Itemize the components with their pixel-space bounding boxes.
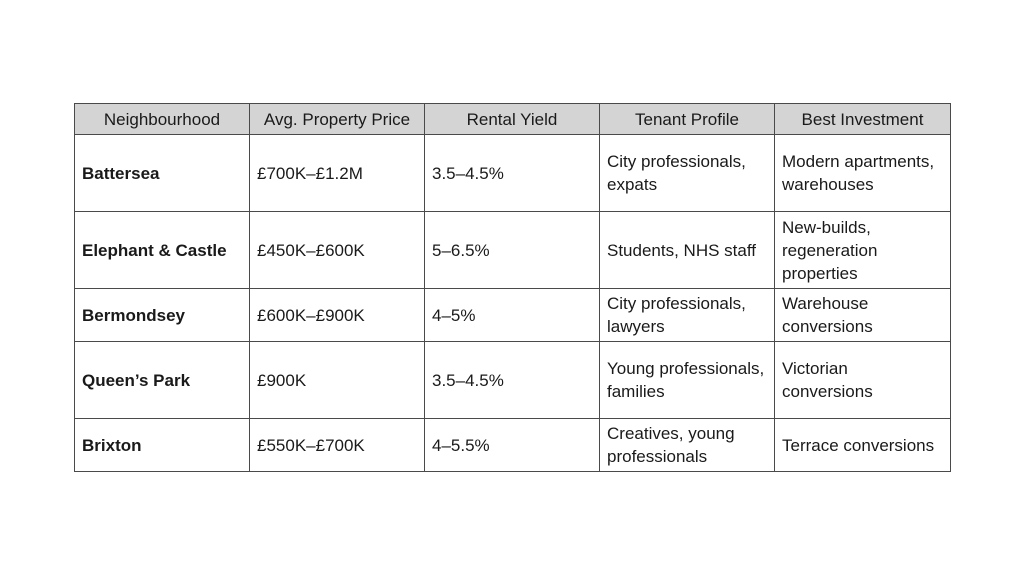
- price-cell: £700K–£1.2M: [250, 135, 425, 212]
- tenant-cell: Young professionals, families: [600, 342, 775, 419]
- yield-cell: 4–5%: [425, 289, 600, 342]
- table-row: [75, 419, 951, 472]
- table-header: [75, 104, 951, 135]
- yield-cell: 4–5.5%: [425, 419, 600, 472]
- investment-cell: Terrace conversions: [775, 419, 951, 472]
- neighbourhood-cell: Elephant & Castle: [75, 212, 250, 289]
- price-cell: £450K–£600K: [250, 212, 425, 289]
- investment-cell: Modern apartments, warehouses: [775, 135, 951, 212]
- header-avg-property-price: Avg. Property Price: [250, 104, 425, 135]
- header-row: [75, 104, 951, 135]
- neighbourhood-cell: Battersea: [75, 135, 250, 212]
- tenant-cell: Students, NHS staff: [600, 212, 775, 289]
- header-tenant-profile: Tenant Profile: [600, 104, 775, 135]
- table-row: [75, 212, 951, 289]
- header-neighbourhood: Neighbourhood: [75, 104, 250, 135]
- price-cell: £600K–£900K: [250, 289, 425, 342]
- yield-cell: 3.5–4.5%: [425, 135, 600, 212]
- yield-cell: 3.5–4.5%: [425, 342, 600, 419]
- yield-cell: 5–6.5%: [425, 212, 600, 289]
- price-cell: £550K–£700K: [250, 419, 425, 472]
- table-row: [75, 289, 951, 342]
- neighbourhood-cell: Brixton: [75, 419, 250, 472]
- neighbourhood-comparison-table: [74, 103, 951, 472]
- investment-cell: New-builds, regeneration properties: [775, 212, 951, 289]
- header-rental-yield: Rental Yield: [425, 104, 600, 135]
- investment-cell: Warehouse conversions: [775, 289, 951, 342]
- table-row: [75, 135, 951, 212]
- neighbourhood-cell: Queen’s Park: [75, 342, 250, 419]
- tenant-cell: Creatives, young professionals: [600, 419, 775, 472]
- tenant-cell: City professionals, lawyers: [600, 289, 775, 342]
- neighbourhood-cell: Bermondsey: [75, 289, 250, 342]
- header-best-investment: Best Investment: [775, 104, 951, 135]
- price-cell: £900K: [250, 342, 425, 419]
- table-body: [75, 135, 951, 472]
- table-row: [75, 342, 951, 419]
- tenant-cell: City professionals, expats: [600, 135, 775, 212]
- investment-cell: Victorian conversions: [775, 342, 951, 419]
